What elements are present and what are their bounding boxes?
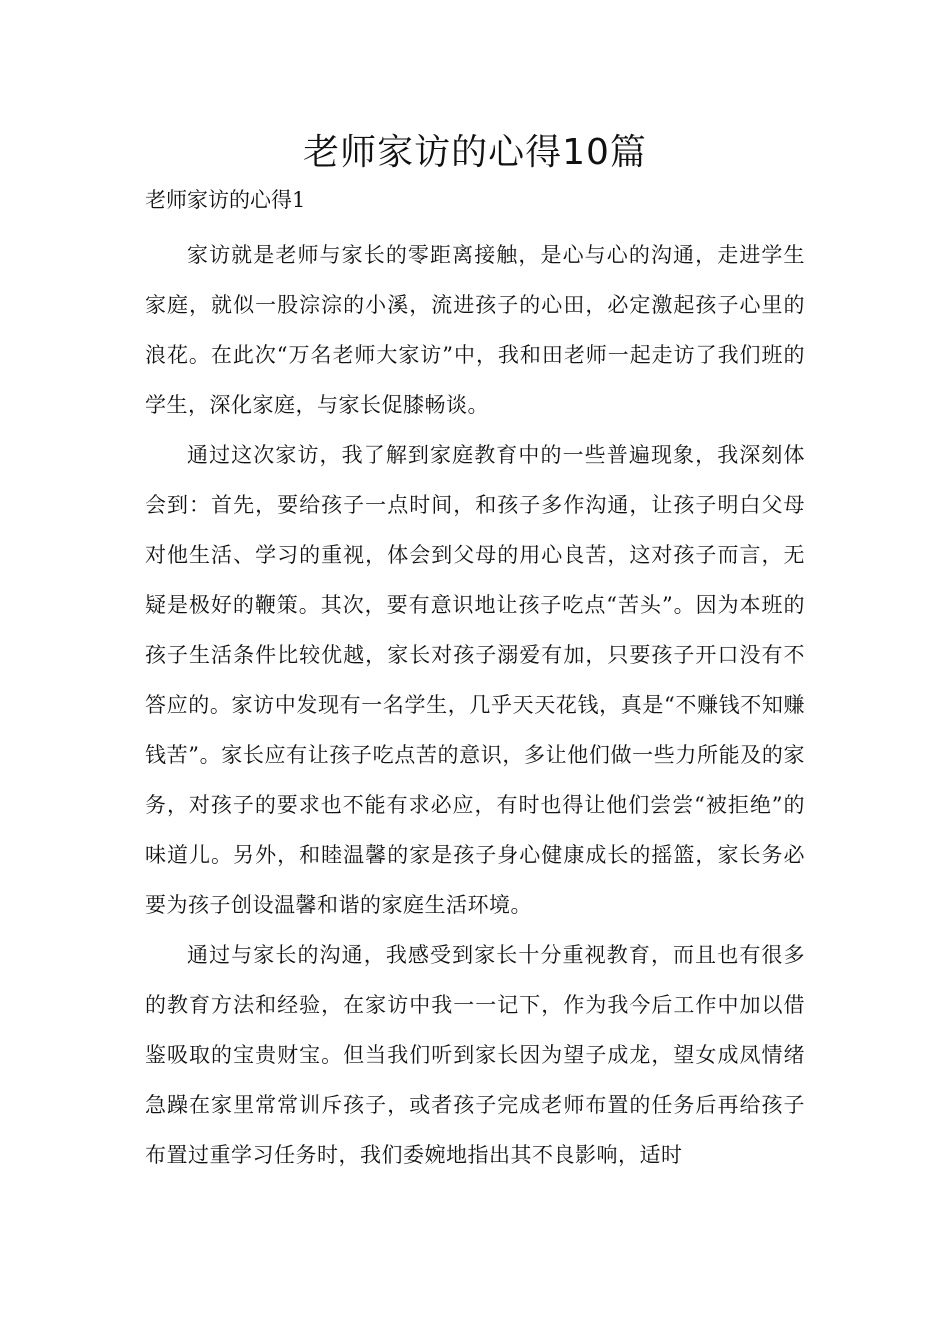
paragraph-1: 家访就是老师与家长的零距离接触，是心与心的沟通，走进学生家庭，就似一股淙淙的小溪，流进孩子的心田，必定激起孩子心里的浪花。在此次“万名老师大家访”中，我和田老师一起走访了我们班的学生，深化家庭，与家长促膝畅谈。	[145, 243, 805, 417]
document-body	[145, 230, 805, 1180]
paragraph-3: 通过与家长的沟通，我感受到家长十分重视教育，而且也有很多的教育方法和经验，在家访中我一一记下，作为我今后工作中加以借鉴吸取的宝贵财宝。但当我们听到家长因为望子成龙，望女成凤情绪急躁在家里常常训斥孩子，或者孩子完成老师布置的任务后再给孩子布置过重学习任务时，我们委婉地指出其不良影响，适时	[145, 943, 805, 1167]
paragraph-2: 通过这次家访，我了解到家庭教育中的一些普遍现象，我深刻体会到：首先，要给孩子一点时间，和孩子多作沟通，让孩子明白父母对他生活、学习的重视，体会到父母的用心良苦，这对孩子而言，无疑是极好的鞭策。其次，要有意识地让孩子吃点“苦头”。因为本班的孩子生活条件比较优越，家长对孩子溺爱有加，只要孩子开口没有不答应的。家访中发现有一名学生，几乎天天花钱，真是“不赚钱不知赚钱苦”。家长应有让孩子吃点苦的意识，多让他们做一些力所能及的家务，对孩子的要求也不能有求必应，有时也得让他们尝尝“被拒绝”的味道儿。另外，和睦温馨的家是孩子身心健康成长的摇篮，家长务必要为孩子创设温馨和谐的家庭生活环境。	[145, 443, 805, 917]
section-heading: 老师家访的心得1	[145, 188, 306, 212]
document-title: 老师家访的心得10篇	[303, 132, 647, 173]
